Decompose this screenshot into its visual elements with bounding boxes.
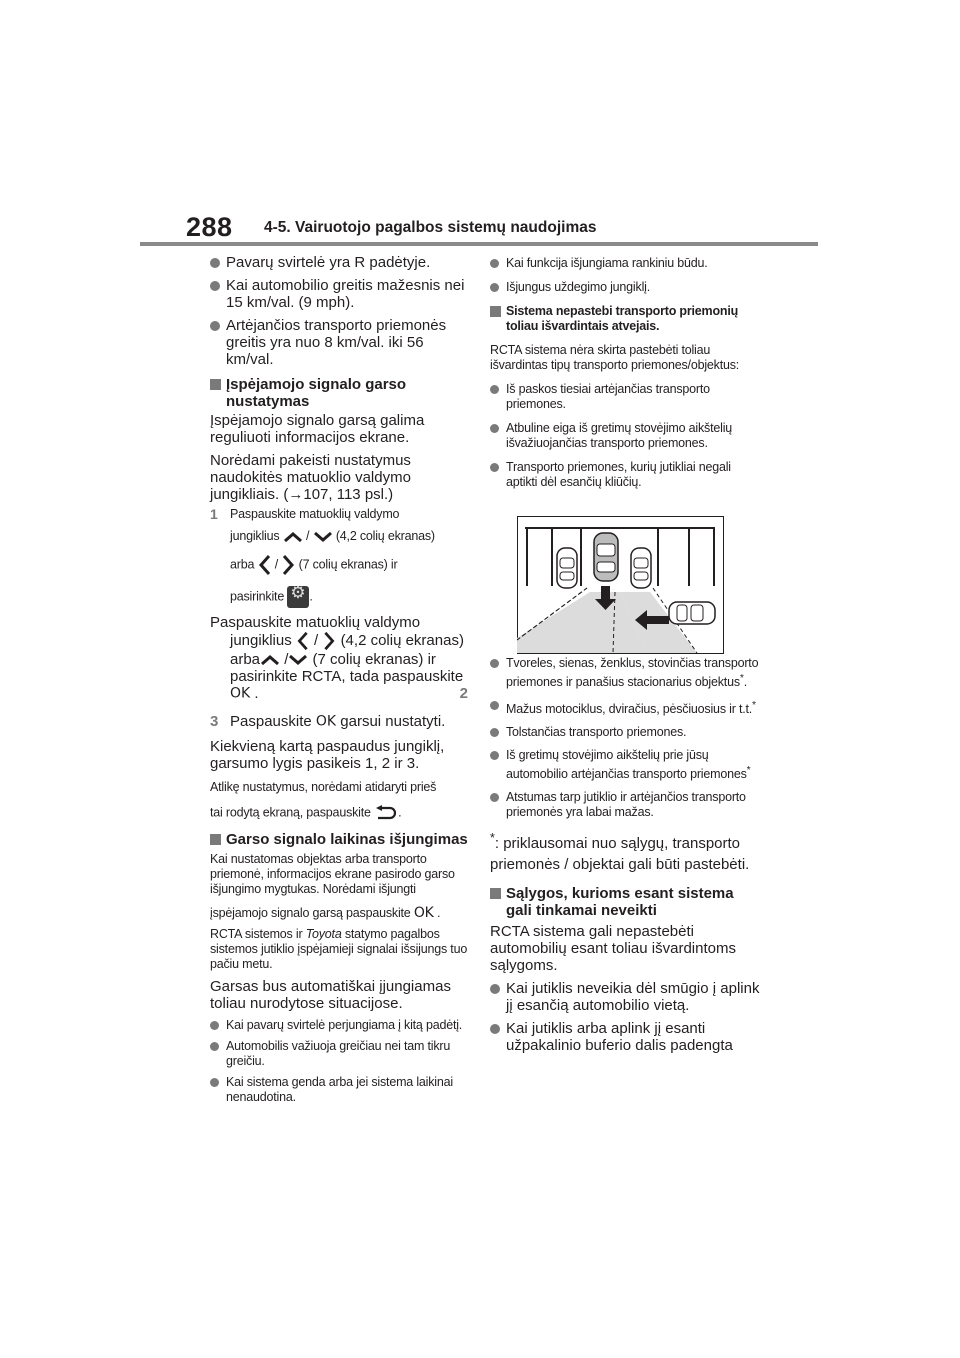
page-number: 288 <box>186 212 233 242</box>
bullet-text: Iš gretimų stovėjimo aikštelių prie jūsų automobilio artėjančias transporto priemones <box>506 748 747 782</box>
left-column <box>210 254 468 1105</box>
step-text: (4,2 colių ekranas) <box>340 631 464 649</box>
step-2 <box>210 614 468 703</box>
step-text: garsui nustatyti. <box>340 712 446 730</box>
back-arrow-icon <box>374 805 398 821</box>
footnote-mark: * <box>739 673 744 684</box>
bullet: Artėjančios transporto priemonės greitis yra nuo 8 km/val. iki 56 km/val. <box>210 317 468 368</box>
settings-gear-icon <box>287 586 309 608</box>
chevron-left-icon <box>258 554 272 576</box>
note-text: statymo pagalbos sistemos jutiklio įspėjamieji signalai išsijungs tuo pačiu metu. <box>210 927 468 972</box>
section-heading: Sistema nepastebi transporto priemonių toliau išvardintais atvejais. <box>490 304 760 334</box>
footnote-mark: * <box>746 765 751 777</box>
step-text: arba <box>230 557 255 572</box>
bullet: Išjungus uždegimo jungiklį. <box>490 280 760 295</box>
step-line <box>230 529 468 544</box>
step-text: Paspauskite matuoklių valdymo <box>230 507 400 521</box>
bullet: Atbuline eiga iš gretimų stovėjimo aikštelių išvažiuojančias transporto priemones. <box>490 421 760 451</box>
step-number: 2 <box>459 685 468 702</box>
section-heading: Garso signalo laikinas išjungimas <box>210 831 468 848</box>
step-line <box>230 554 468 576</box>
step-text: jungiklius <box>230 631 292 649</box>
period: . <box>743 675 748 690</box>
note-text: tai rodytą ekraną, paspauskite <box>210 805 371 820</box>
step-line <box>210 651 468 668</box>
slash: / <box>284 651 289 668</box>
step-text: arba <box>230 651 261 668</box>
bullet: Automobilis važiuoja greičiau nei tam tikru greičiu. <box>210 1039 468 1069</box>
bullet-text: Tvoreles, sienas, ženklus, stovinčias transporto priemones ir panašius stacionarius objektus <box>506 656 759 690</box>
note-text: RCTA sistemos ir <box>210 927 303 942</box>
note <box>210 805 468 821</box>
bullet <box>490 656 760 690</box>
slash: / <box>314 631 319 649</box>
rcta-diagram <box>517 516 724 654</box>
ok-button-icon: OK <box>413 905 434 922</box>
chevron-up-icon <box>283 531 303 543</box>
chevron-down-icon <box>288 654 308 666</box>
section-heading: Sąlygos, kurioms esant sistema gali tinkamai neveikti <box>490 885 760 919</box>
paragraph: Kiekvieną kartą paspaudus jungiklį, garsumo lygis pasikeis 1, 2 ir 3. <box>210 738 445 773</box>
note-text: įspėjamojo signalo garsą paspauskite <box>210 906 411 921</box>
slash: / <box>305 529 310 543</box>
period: . <box>436 906 441 921</box>
bullet: Kai jutiklis arba aplink jį esanti užpakalinio buferio dalis padengta <box>490 1020 760 1054</box>
period: . <box>309 589 313 604</box>
step-text: pasirinkite <box>230 589 285 604</box>
bullet: Iš paskos tiesiai artėjančias transporto priemones. <box>490 382 760 412</box>
footnote <box>490 828 760 875</box>
step-text: pasirinkite RCTA, tada paspauskite <box>230 668 464 685</box>
bullet: Atstumas tarp jutiklio ir artėjančios transporto priemonės yra labai mažas. <box>490 790 760 820</box>
step-3 <box>210 713 468 731</box>
parked-car-left <box>557 548 577 588</box>
slash: / <box>274 557 279 572</box>
step-line <box>230 586 468 608</box>
step-line <box>210 685 468 703</box>
footnote-text: : priklausomai nuo sąlygų, transporto priemonės / objektai gali būti pastebėti. <box>490 835 750 874</box>
note: Kai nustatomas objektas arba transporto priemonė, informacijos ekrane pasirodo garso išjungimo mygtukas. Norėdami išjungti <box>210 852 455 897</box>
paragraph-text: 107, 113 psl.) <box>303 486 394 503</box>
chevron-down-icon <box>313 531 333 543</box>
section-title: 4-5. Vairuotojo pagalbos sistemų naudojimas <box>264 219 597 236</box>
ok-button-icon: OK <box>315 713 337 730</box>
bullet: Tolstančias transporto priemones. <box>490 725 760 740</box>
paragraph <box>210 452 468 503</box>
bullet: Kai sistema genda arba jei sistema laikinai nenaudotina. <box>210 1075 468 1105</box>
note <box>210 927 468 972</box>
paragraph: Įspėjamojo signalo garsą galima reguliuoti informacijos ekrane. <box>210 412 425 446</box>
bullet-text: Mažus motociklus, dviračius, pėsčiuosius ir t.t. <box>506 702 753 717</box>
footnote-mark: * <box>752 700 756 712</box>
step-text: (7 colių ekranas) ir <box>312 651 436 668</box>
step-number: 1 <box>210 506 218 522</box>
header-rule <box>140 242 818 246</box>
right-column <box>490 254 760 1054</box>
period: . <box>254 685 259 702</box>
bullet: Kai automobilio greitis mažesnis nei 15 km/val. (9 mph). <box>210 277 468 311</box>
section-heading: Įspėjamojo signalo garso nustatymas <box>210 376 468 410</box>
bullet <box>490 748 760 782</box>
chevron-up-icon <box>260 654 280 666</box>
approaching-car <box>669 602 715 624</box>
parked-car-right <box>631 548 651 588</box>
own-car <box>594 533 618 581</box>
bullet: Transporto priemones, kurių jutikliai negali aptikti dėl esančių kliūčių. <box>490 460 760 490</box>
paragraph-text: Norėdami pakeisti nustatymus naudokitės matuoklio valdymo jungikliais. ( <box>210 452 411 503</box>
note: RCTA sistema nėra skirta pastebėti toliau išvardintas tipų transporto priemones/objektus: <box>490 343 740 372</box>
chevron-right-icon <box>322 631 336 651</box>
step-number: 3 <box>210 712 219 730</box>
bullet: Kai pavarų svirtelė perjungiama į kitą padėtį. <box>210 1018 468 1033</box>
period: . <box>398 805 402 820</box>
note: Atlikę nustatymus, norėdami atidaryti prieš <box>210 780 437 795</box>
bullet: Kai funkcija išjungiama rankiniu būdu. <box>490 256 760 271</box>
bullet <box>490 698 760 717</box>
ok-button-icon: OK <box>230 685 251 702</box>
chevron-right-icon <box>281 554 295 576</box>
chevron-left-icon <box>296 631 310 651</box>
note <box>210 906 468 921</box>
arrow-icon: → <box>288 486 304 503</box>
step-1 <box>210 507 468 608</box>
footnote-mark: * <box>490 831 495 846</box>
paragraph: RCTA sistema gali nepastebėti automobilių esant toliau išvardintoms sąlygoms. <box>490 923 736 975</box>
brand-name: Toyota <box>305 927 342 942</box>
step-text: jungiklius <box>230 529 280 543</box>
step-text: (4,2 colių ekranas) <box>335 529 435 543</box>
step-text: Paspauskite matuoklių valdymo <box>210 614 421 631</box>
paragraph: Garsas bus automatiškai įjungiamas toliau nurodytose situacijose. <box>210 978 451 1013</box>
step-line <box>210 631 468 651</box>
step-text: (7 colių ekranas) ir <box>298 557 398 572</box>
bullet: Kai jutiklis neveikia dėl smūgio į aplink jį esančią automobilio vietą. <box>490 980 760 1014</box>
bullet: Pavarų svirtelė yra R padėtyje. <box>210 254 468 271</box>
step-text: Paspauskite <box>230 712 312 730</box>
